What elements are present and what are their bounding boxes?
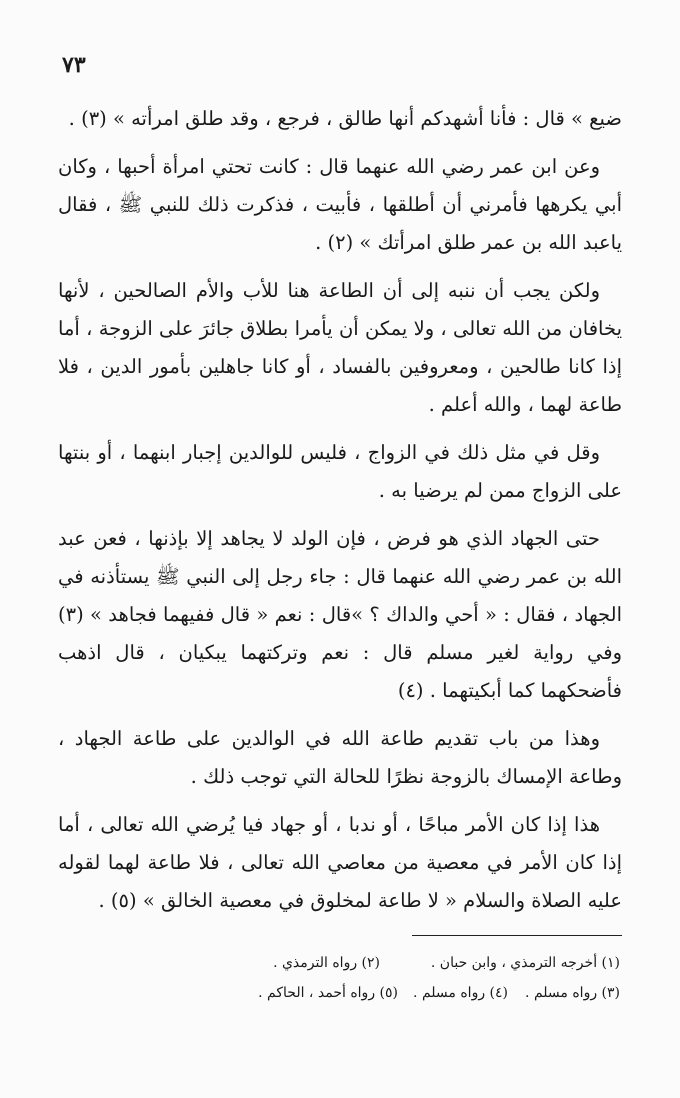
footnote-row-2 <box>60 978 620 1008</box>
footnotes <box>60 948 620 1008</box>
paragraph-5: حتى الجهاد الذي هو فرض ، فإن الولد لا يجاهد إلا بإذنها ، فعن عبد الله بن عمر رضي الله عنهما قال : جاء رجل إلى النبي ﷺ يستأذنه في الجهاد ، فقال : « أحي والداك ؟ »قال : نعم « قال ففيهما فجاهد » (٣) وفي رواية لغير مسلم قال : نعم وتركتهما يبكيان ، قال اذهب فأضحكهما كما أبكيتهما . (٤) <box>58 527 622 702</box>
footnote-2: (٢) رواه الترمذي . <box>273 955 380 971</box>
footnote-row-1 <box>60 948 620 978</box>
footnote-5: (٥) رواه أحمد ، الحاكم . <box>258 985 398 1001</box>
page-number: ٧٣ <box>62 52 86 78</box>
footnote-4: (٤) رواه مسلم . <box>413 985 508 1001</box>
paragraph-1: ضيع » قال : فأنا أشهدكم أنها طالق ، فرجع ، وقد طلق امرأته » (٣) . <box>68 107 622 130</box>
footnote-3: (٣) رواه مسلم . <box>525 985 620 1001</box>
body-text <box>58 100 622 930</box>
footnote-1: (١) أخرجه الترمذي ، وابن حبان . <box>430 955 620 971</box>
paragraph-3: ولكن يجب أن ننبه إلى أن الطاعة هنا للأب والأم الصالحين ، لأنها يخافان من الله تعالى ، ولا يمكن أن يأمرا بطلاق جائرَ على الزوجة ، أما إذا كانا طالحين ، ومعروفين بالفساد ، أو كانا جاهلين بأمور الدين ، فلا طاعة لهما ، والله أعلم . <box>58 279 622 416</box>
paragraph-7: هذا إذا كان الأمر مباحًا ، أو ندبا ، أو جهاد فيا يُرضي الله تعالى ، أما إذا كان الأمر في معصية من معاصي الله تعالى ، فلا طاعة لهما لقوله عليه الصلاة والسلام « لا طاعة لمخلوق في معصية الخالق » (٥) . <box>58 813 622 912</box>
paragraph-4: وقل في مثل ذلك في الزواج ، فليس للوالدين إجبار ابنهما ، أو بنتها على الزواج ممن لم يرضيا به . <box>58 441 622 502</box>
footnote-divider <box>412 935 622 936</box>
paragraph-6: وهذا من باب تقديم طاعة الله في الوالدين على طاعة الجهاد ، وطاعة الإمساك بالزوجة نظرًا للحالة التي توجب ذلك . <box>58 727 622 788</box>
paragraph-2: وعن ابن عمر رضي الله عنهما قال : كانت تحتي امرأة أحبها ، وكان أبي يكرهها فأمرني أن أطلقها ، فأبيت ، فذكرت ذلك للنبي ﷺ ، فقال ياعبد الله بن عمر طلق امرأتك » (٢) . <box>58 155 622 254</box>
